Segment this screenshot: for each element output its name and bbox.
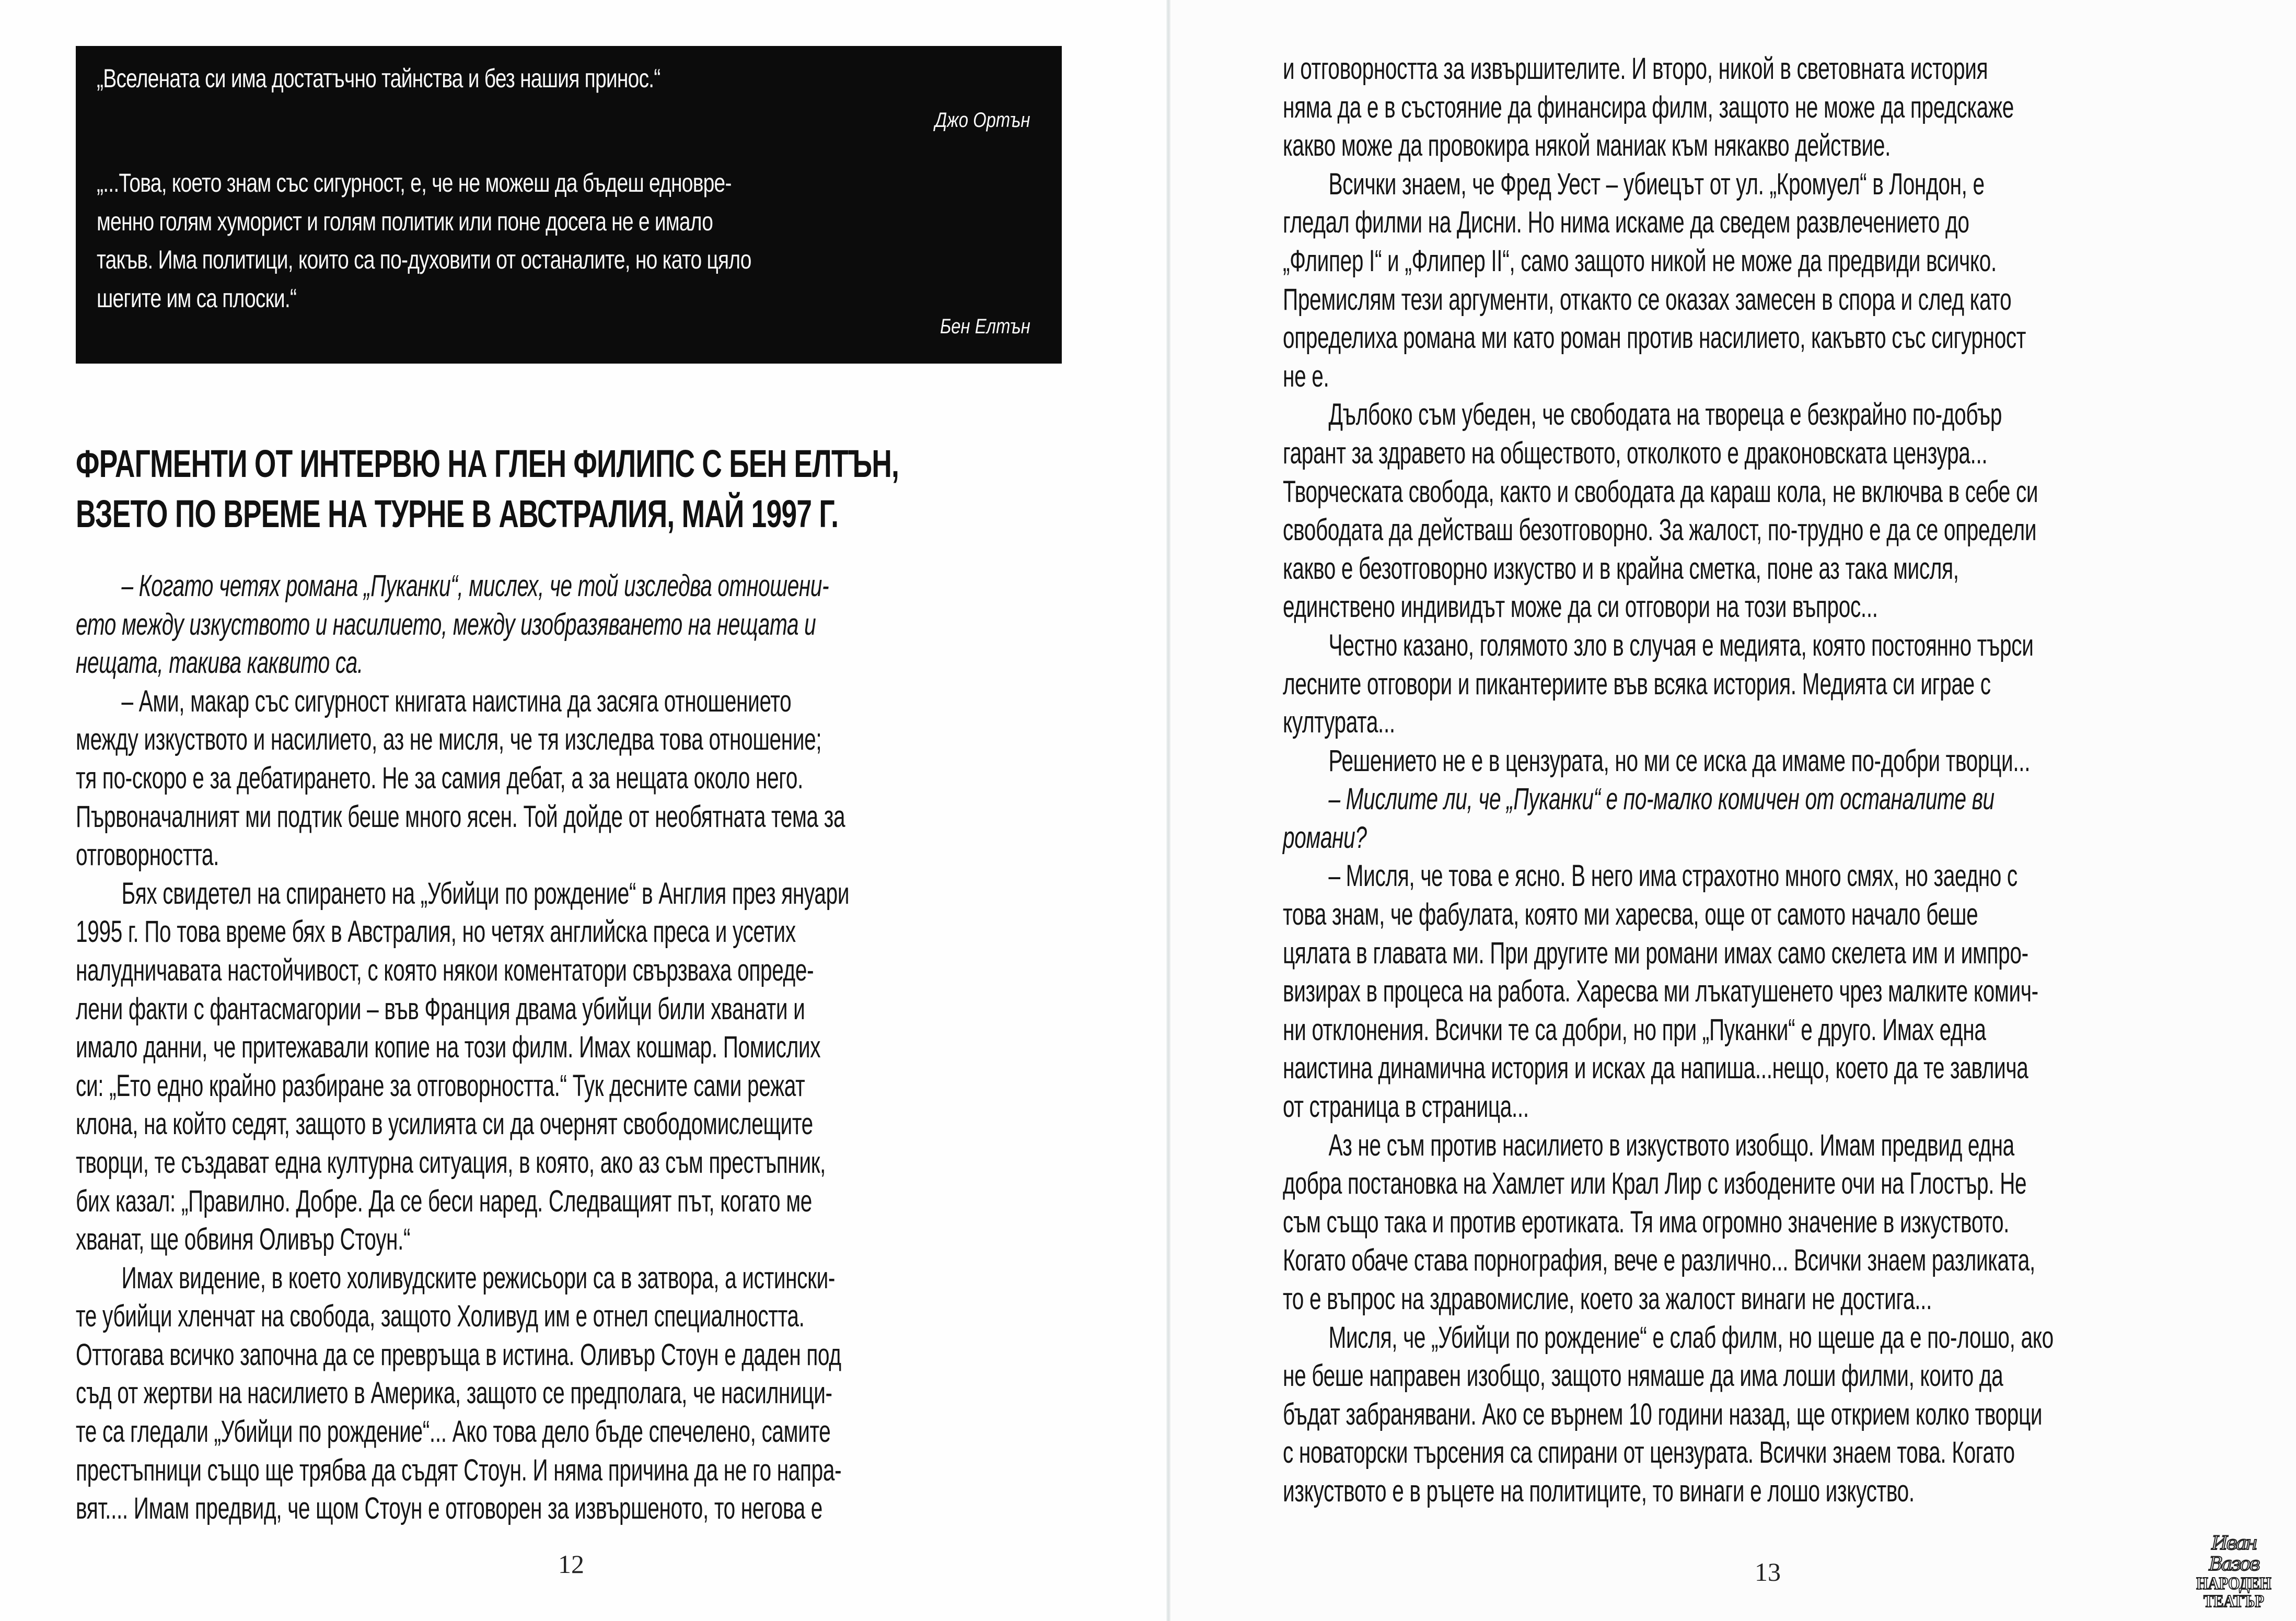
body-line: Честно казано, голямото зло в случая е медията, която постоянно търси — [1328, 628, 2034, 662]
body-line: какво може да провокира някой маниак към някакво действие. — [1283, 129, 1891, 163]
body-line: си: „Ето едно крайно разбиране за отговорността.“ Тук десните сами режат — [76, 1068, 805, 1103]
body-line: добра постановка на Хамлет или Крал Лир с избодените очи на Глостър. Не — [1283, 1167, 2027, 1201]
body-line: Оттогава всичко започна да се превръща в истина. Оливър Стоун е даден под — [76, 1337, 841, 1372]
body-line: Първоначалният ми подтик беше много ясен. Той дойде от необятната тема за — [76, 799, 845, 834]
body-line: налудничавата настойчивост, с която някои коментатори свързваха опреде- — [76, 953, 814, 987]
body-line: Имах видение, в което холивудските режисьори са в затвора, а истински- — [121, 1261, 836, 1295]
body-line: съд от жертви на насилието в Америка, защото се предполага, че насилници- — [76, 1376, 832, 1410]
page-number-left: 12 — [558, 1549, 584, 1579]
logo-script-signature: Иван Вазов — [2209, 1533, 2259, 1575]
body-line: – Мислите ли, че „Пуканки“ е по-малко комичен от останалите ви — [1328, 782, 1994, 817]
body-line: Всички знаем, че Фред Уест – убиецът от ул. „Кромуел“ в Лондон, е — [1328, 167, 1985, 201]
body-line: лесните отговори и пикантериите във всяка история. Медията си играе с — [1283, 667, 1991, 701]
body-line: наистина динамична история и исках да напиша...нещо, което да те завлича — [1283, 1051, 2028, 1086]
body-line: 1995 г. По това време бях в Австралия, но четях английска преса и усетих — [76, 915, 796, 949]
body-line: те са гледали „Убийци по рождение“... Ако това дело бъде спечелено, самите — [76, 1415, 831, 1449]
body-line: не беше направен изобщо, защото нямаше да има лоши филми, които да — [1283, 1359, 2003, 1393]
body-line: изкуството е в ръцете на политиците, то винаги е лошо изкуство. — [1283, 1474, 1915, 1508]
body-line: няма да е в състояние да финансира филм, защото не може да предскаже — [1283, 90, 2014, 124]
body-line: Решението не е в цензурата, но ми се иска да имаме по-добри творци... — [1328, 743, 2031, 778]
left-body-text — [76, 567, 849, 1528]
body-line: съм също така и против еротиката. Тя има огромно значение в изкуството. — [1283, 1205, 2010, 1239]
body-line: клона, на който седят, защото в усилията си да очернят свободомислещите — [76, 1107, 813, 1141]
body-line: романи? — [1283, 820, 1367, 855]
body-line: не е. — [1283, 359, 1329, 393]
body-line: и отговорността за извършителите. И второ, никой в световната история — [1283, 52, 1988, 86]
body-line: хванат, ще обвиня Оливър Стоун.“ — [76, 1222, 411, 1257]
body-line: „Флипер I“ и „Флипер II“, само защото никой не може да предвиди всичко. — [1283, 243, 1997, 278]
body-line: тя по-скоро е за дебатирането. Не за самия дебат, а за нещата около него. — [76, 761, 804, 795]
body-line: Бях свидетел на спирането на „Убийци по рождение“ в Англия през януари — [121, 876, 850, 911]
body-line: бих казал: „Правилно. Добре. Да се беси наред. Следващият път, когато ме — [76, 1184, 813, 1218]
body-line: между изкуството и насилието, аз не мисля, че тя изследва това отношение; — [76, 722, 822, 757]
body-line: визирах в процеса на работа. Харесва ми лъкатушенето чрез малките комич- — [1283, 974, 2038, 1009]
quote-line: „...Това, което знам със сигурност, е, че не можеш да бъдеш едновре- — [97, 168, 732, 197]
logo-line-1: НАРОДЕН — [2196, 1574, 2271, 1593]
body-line: – Когато четях романа „Пуканки“, мислех, че той изследва отношени- — [121, 569, 829, 603]
body-line: Аз не съм против насилието в изкуството изобщо. Имам предвид една — [1328, 1128, 2014, 1162]
body-line: вят.... Имам предвид, че щом Стоун е отговорен за извършеното, то негова е — [76, 1491, 823, 1526]
body-line: определиха романа ми като роман против насилието, какъвто със сигурност — [1283, 321, 2026, 355]
page-number-right: 13 — [1755, 1557, 1781, 1587]
body-line: ето между изкуството и насилието, между изобразяването на нещата и — [76, 607, 816, 642]
body-line: единствено индивидът може да си отговори на този въпрос... — [1283, 590, 1878, 624]
body-line: гледал филми на Дисни. Но нима искаме да сведем развлечението до — [1283, 205, 1969, 240]
headline-line: ФРАГМЕНТИ ОТ ИНТЕРВЮ НА ГЛЕН ФИЛИПС С БЕН ЕЛТЪН, — [76, 442, 899, 485]
epigraph-author-2: Бен Елтън — [940, 315, 1030, 338]
logo-line-2: ТЕАТЪР — [2204, 1592, 2264, 1611]
epigraph-quote-2 — [97, 162, 993, 316]
body-line: те убийци хленчат на свобода, защото Холивуд им е отнел специалността. — [76, 1299, 805, 1334]
body-line: творци, те създават една културна ситуация, в която, ако аз съм престъпник, — [76, 1145, 826, 1180]
body-line: цялата в главата ми. При другите ми романи имах само скелета им и импро- — [1283, 936, 2028, 970]
epigraph-author-1: Джо Ортън — [935, 109, 1030, 132]
body-line: това знам, че фабулата, която ми харесва, още от самото начало беше — [1283, 897, 1978, 932]
body-line: културата... — [1283, 705, 1395, 740]
epigraph-quote-1 — [97, 57, 993, 96]
body-line: – Мисля, че това е ясно. В него има страхотно много смях, но заедно с — [1328, 859, 2017, 893]
quote-line: менно голям хуморист и голям политик или поне досега не е имало — [97, 206, 713, 236]
body-line: какво е безотговорно изкуство и в крайна сметка, поне аз така мисля, — [1283, 551, 1959, 586]
body-line: Дълбоко съм убеден, че свободата на твореца е безкрайно по-добър — [1328, 398, 2002, 432]
body-line: нещата, такива каквито са. — [76, 646, 363, 680]
body-line: лени факти с фантасмагории – във Франция двама убийци били хванати и — [76, 992, 805, 1026]
quote-line: такъв. Има политици, които са по-духовити от останалите, но като цяло — [97, 245, 751, 275]
article-headline — [76, 439, 899, 539]
body-line: с новаторски търсения са спирани от цензурата. Всички знаем това. Когато — [1283, 1436, 2015, 1470]
body-line: Творческата свобода, както и свободата да караш кола, не включва в себе си — [1283, 474, 2038, 509]
quote-line: шегите им са плоски.“ — [97, 283, 297, 313]
body-line: от страница в страница... — [1283, 1090, 1529, 1124]
body-line: то е въпрос на здравомислие, което за жалост винаги не достига... — [1283, 1282, 1932, 1316]
body-line: свободата да действаш безотговорно. За жалост, по-трудно е да се определи — [1283, 513, 2037, 547]
body-line: гарант за здравето на обществото, отколкото е драконовската цензура... — [1283, 436, 1988, 470]
body-line: престъпници също ще трябва да съдят Стоун. И няма причина да не го напра- — [76, 1453, 842, 1487]
body-line: Премислям тези аргументи, откакто се оказах замесен в спора и след като — [1283, 282, 2012, 317]
body-line: Мисля, че „Убийци по рождение“ е слаб филм, но щеше да е по-лошо, ако — [1328, 1320, 2054, 1355]
body-line: бъдат забранявани. Ако се върнем 10 години назад, ще открием колко творци — [1283, 1397, 2043, 1431]
body-line: отговорността. — [76, 838, 219, 872]
epigraph-box — [76, 46, 1062, 364]
body-line: – Ами, макар със сигурност книгата наистина да засяга отношението — [121, 684, 792, 718]
quote-line: „Вселената си има достатъчно тайнства и без нашия принос.“ — [97, 64, 660, 93]
national-theatre-logo — [2189, 1533, 2278, 1611]
body-line: Когато обаче става порнография, вече е различно... Всички знаем разликата, — [1283, 1243, 2035, 1278]
body-line: имало данни, че притежавали копие на този филм. Имах кошмар. Помислих — [76, 1030, 821, 1065]
body-line: ни отклонения. Всички те са добри, но при „Пуканки“ е друго. Имах една — [1283, 1012, 1986, 1047]
headline-line: ВЗЕТО ПО ВРЕМЕ НА ТУРНЕ В АВСТРАЛИЯ, МАЙ 1997 Г. — [76, 492, 839, 535]
right-body-text — [1283, 50, 2054, 1511]
